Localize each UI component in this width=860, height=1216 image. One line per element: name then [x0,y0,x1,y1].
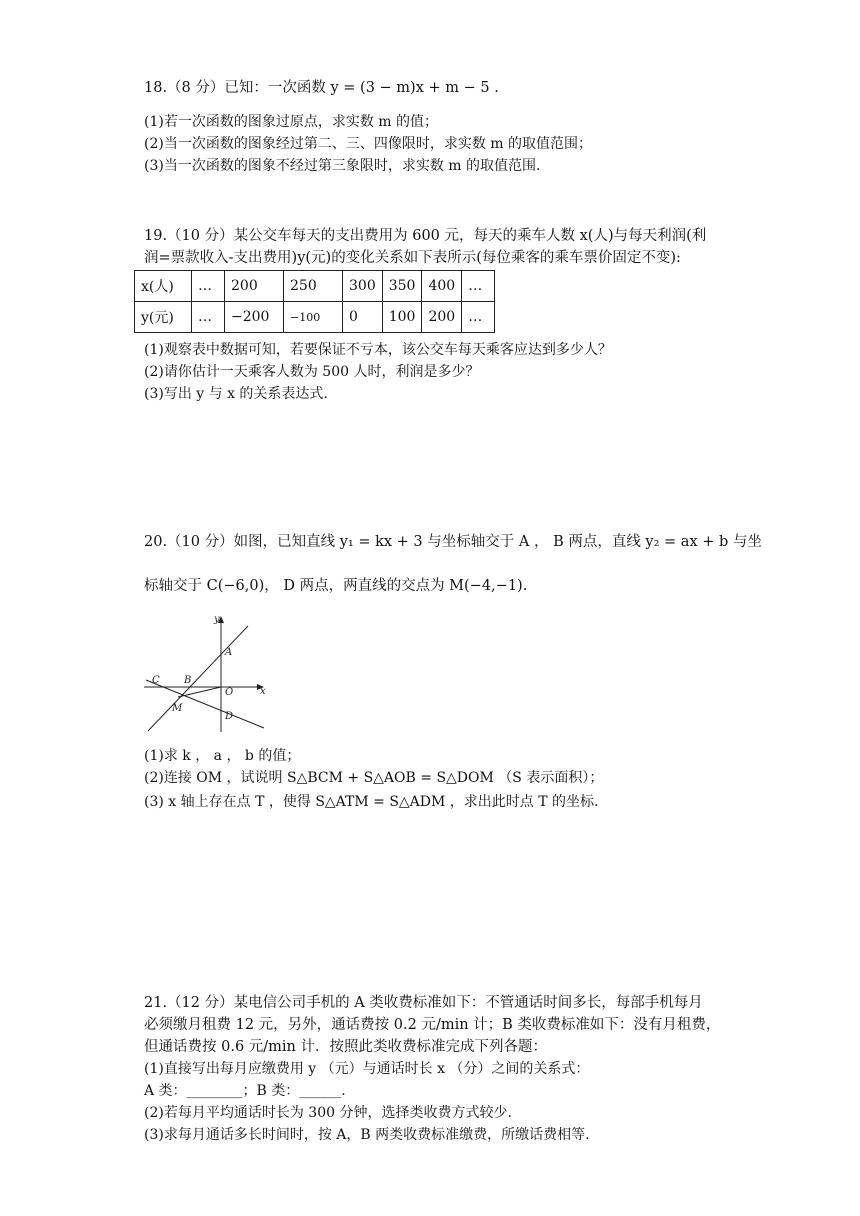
q18-part-1: (1)若一次函数的图象过原点，求实数 m 的值； [144,114,439,130]
q21-part-1: (1)直接写出每月应缴费用 y （元）与通话时长 x （分）之间的关系式： [144,1061,590,1077]
figure-label-c: C [152,675,160,686]
q18-part-3: (3)当一次函数的图象不经过第三象限时，求实数 m 的取值范围. [144,158,541,174]
q20-part-2: (2)连接 OM ，试说明 S△BCM + S△AOB = S△DOM （S 表示面积）； [144,770,604,786]
figure-label-x: x [260,686,266,697]
table-cell: 250 [284,271,343,302]
profit-table [134,270,495,333]
table-cell: 200 [422,302,462,333]
table-cell: … [192,302,225,333]
table-cell: −100 [284,302,343,333]
table-row [135,302,495,333]
q21-part-2: (2)若每月平均通话时长为 300 分钟，选择类收费方式较少. [144,1105,512,1121]
q19-heading-line2: 润=票款收入-支出费用)y(元)的变化关系如下表所示(每位乘客的乘车票价固定不变): [144,250,681,266]
table-cell: y(元) [135,302,192,333]
q20-part-3: (3) x 轴上存在点 T ，使得 S△ATM = S△ADM ，求出此时点 T 的坐标. [144,794,599,810]
segment-om [178,687,221,697]
figure-label-m: M [172,703,183,714]
table-cell: 400 [422,271,462,302]
q21-heading-line1: 21.（12 分）某电信公司手机的 A 类收费标准如下：不管通话时间多长，每部手机每月 [144,995,703,1011]
table-cell: … [192,271,225,302]
table-cell: −200 [225,302,284,333]
q19-part-3: (3)写出 y 与 x 的关系表达式. [144,386,328,402]
q19-part-1: (1)观察表中数据可知，若要保证不亏本，该公交车每天乘客应达到多少人？ [144,342,612,358]
table-cell: … [462,302,495,333]
table-cell: 100 [382,302,422,333]
figure-label-d: D [225,711,234,722]
q21-heading-line3: 但通话费按 0.6 元/min 计．按照此类收费标准完成下列各题： [144,1039,547,1055]
q20-heading-line2: 标轴交于 C(−6,0)， D 两点，两直线的交点为 M(−4,−1). [144,578,528,594]
table-cell: 0 [343,302,383,333]
q18-heading: 18.（8 分）已知：一次函数 y = (3 − m)x + m − 5 . [144,80,499,96]
q19-heading-line1: 19.（10 分）某公交车每天的支出费用为 600 元，每天的乘车人数 x(人)与每天利润(利 [144,228,707,244]
figure-label-b: B [184,675,192,686]
figure-label-y: y [214,614,220,625]
q21-part-3: (3)求每月通话多长时间时，按 A，B 两类收费标准缴费，所缴话费相等. [144,1127,590,1143]
q20-heading-line1: 20.（10 分）如图，已知直线 y₁ = kx + 3 与坐标轴交于 A ， B 两点，直线 y₂ = ax + b 与坐 [144,534,762,550]
table-cell: 200 [225,271,284,302]
table-row [135,271,495,302]
table-cell: 300 [343,271,383,302]
q19-part-2: (2)请你估计一天乘客人数为 500 人时，利润是多少？ [144,364,480,380]
q18-part-2: (2)当一次函数的图象经过第二、三、四像限时，求实数 m 的取值范围； [144,136,593,152]
table-cell: x(人) [135,271,192,302]
table-cell: 350 [382,271,422,302]
q20-part-1: (1)求 k ， a ， b 的值； [144,748,301,764]
figure-label-a: A [225,647,233,658]
coordinate-figure [138,612,278,734]
figure-label-o: O [225,687,234,698]
table-cell: … [462,271,495,302]
q21-part-1-answers: A 类：________；B 类：______. [144,1083,346,1099]
q21-heading-line2: 必须缴月租费 12 元，另外，通话费按 0.2 元/min 计；B 类收费标准如下：没有月租费， [144,1017,721,1033]
